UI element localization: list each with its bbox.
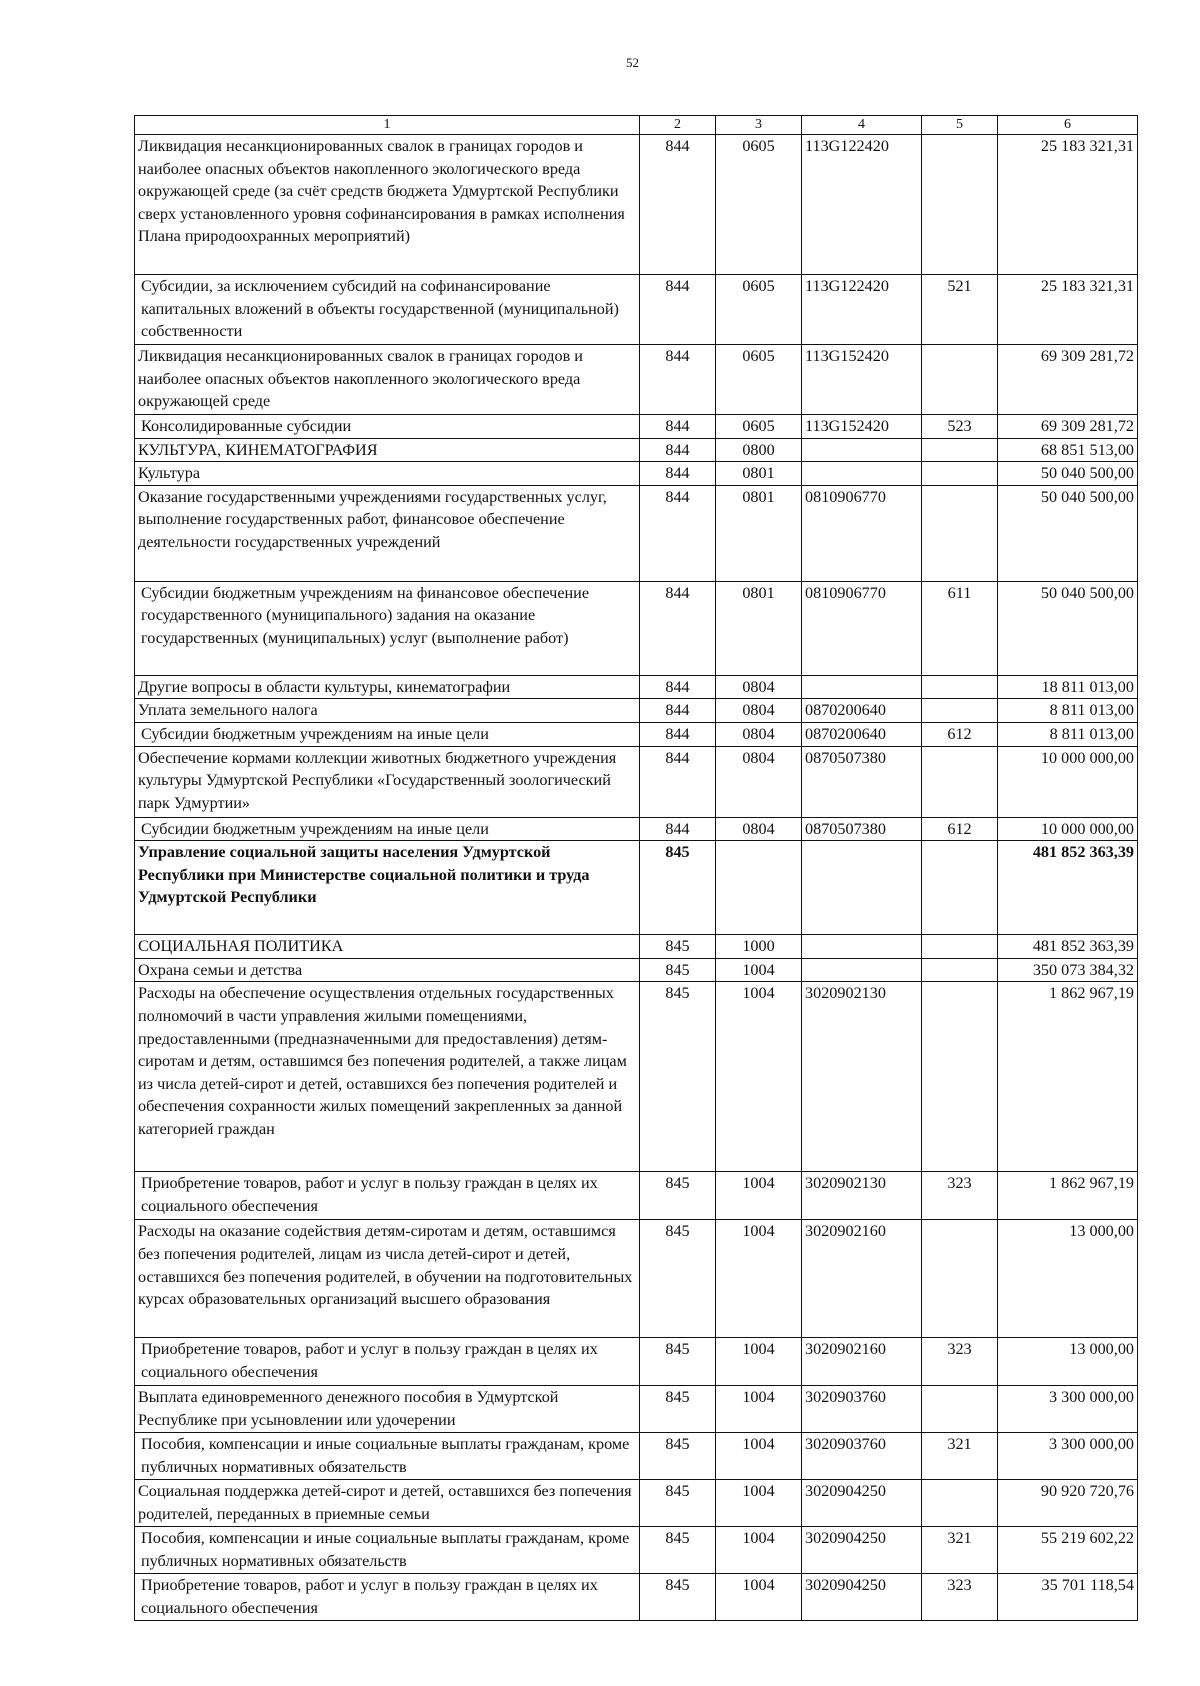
target-article-cell: 0870507380	[802, 817, 922, 841]
section-code-cell: 0605	[716, 415, 802, 439]
header-cell: 5	[922, 116, 998, 135]
section-code-cell: 0804	[716, 722, 802, 746]
expense-type-cell	[922, 1386, 998, 1433]
department-code-cell: 844	[640, 581, 716, 675]
amount-cell: 13 000,00	[998, 1338, 1138, 1386]
section-code-cell: 0605	[716, 345, 802, 415]
expense-type-cell	[922, 462, 998, 486]
section-code-cell: 1004	[716, 1386, 802, 1433]
target-article-cell: 3020904250	[802, 1527, 922, 1574]
amount-cell: 8 811 013,00	[998, 699, 1138, 723]
target-article-cell: 113G152420	[802, 345, 922, 415]
page-number: 52	[626, 55, 639, 70]
target-article-cell: 113G122420	[802, 135, 922, 275]
expense-type-cell	[922, 958, 998, 982]
header-cell: 2	[640, 116, 716, 135]
amount-cell: 1 862 967,19	[998, 1172, 1138, 1220]
section-code-cell: 1004	[716, 982, 802, 1172]
amount-cell: 50 040 500,00	[998, 485, 1138, 581]
department-code-cell: 845	[640, 1433, 716, 1480]
row-name-cell: КУЛЬТУРА, КИНЕМАТОГРАФИЯ	[135, 438, 640, 462]
target-article-cell	[802, 675, 922, 699]
target-article-cell: 0810906770	[802, 485, 922, 581]
department-code-cell: 845	[640, 1220, 716, 1338]
row-name-cell: Охрана семьи и детства	[135, 958, 640, 982]
header-cell: 3	[716, 116, 802, 135]
target-article-cell: 3020904250	[802, 1480, 922, 1527]
expense-type-cell	[922, 746, 998, 817]
amount-cell: 3 300 000,00	[998, 1386, 1138, 1433]
department-code-cell: 844	[640, 817, 716, 841]
department-code-cell: 845	[640, 1386, 716, 1433]
expense-type-cell	[922, 841, 998, 935]
table-row	[135, 1574, 1138, 1621]
expense-type-cell	[922, 135, 998, 275]
amount-cell: 25 183 321,31	[998, 135, 1138, 275]
department-code-cell: 845	[640, 935, 716, 959]
expense-type-cell	[922, 935, 998, 959]
target-article-cell	[802, 462, 922, 486]
expense-type-cell	[922, 982, 998, 1172]
department-code-cell: 844	[640, 675, 716, 699]
target-article-cell: 113G122420	[802, 275, 922, 345]
amount-cell: 481 852 363,39	[998, 935, 1138, 959]
target-article-cell	[802, 841, 922, 935]
amount-cell: 25 183 321,31	[998, 275, 1138, 345]
amount-cell: 50 040 500,00	[998, 581, 1138, 675]
section-code-cell: 1000	[716, 935, 802, 959]
table-row	[135, 746, 1138, 817]
amount-cell: 10 000 000,00	[998, 746, 1138, 817]
row-name-cell: СОЦИАЛЬНАЯ ПОЛИТИКА	[135, 935, 640, 959]
row-name-cell: Субсидии бюджетным учреждениям на финансовое обеспечение государственного (муниципального) задания на оказание государственных (муниципальных) услуг (выполнение работ)	[135, 581, 640, 675]
row-name-cell: Ликвидация несанкционированных свалок в границах городов и наиболее опасных объектов накопленного экологического вреда окружающей среде (за счёт средств бюджета Удмуртской Республики сверх установленного уровня софинансирования в рамках исполнения Плана природоохранных мероприятий)	[135, 135, 640, 275]
expense-type-cell: 521	[922, 275, 998, 345]
department-code-cell: 845	[640, 958, 716, 982]
section-code-cell: 0804	[716, 817, 802, 841]
table-row	[135, 1433, 1138, 1480]
expense-type-cell	[922, 438, 998, 462]
target-article-cell: 3020902160	[802, 1220, 922, 1338]
budget-table-body	[135, 135, 1138, 1621]
department-code-cell: 845	[640, 1172, 716, 1220]
amount-cell: 350 073 384,32	[998, 958, 1138, 982]
row-name-cell: Расходы на оказание содействия детям-сиротам и детям, оставшимся без попечения родителей, лицам из числа детей-сирот и детей, оставшихся без попечения родителей, в обучении на подготовительных курсах образовательных организаций высшего образования	[135, 1220, 640, 1338]
row-name-cell: Приобретение товаров, работ и услуг в пользу граждан в целях их социального обеспечения	[135, 1338, 640, 1386]
target-article-cell	[802, 438, 922, 462]
section-code-cell: 0801	[716, 485, 802, 581]
section-code-cell: 1004	[716, 1433, 802, 1480]
table-row	[135, 935, 1138, 959]
table-row	[135, 1172, 1138, 1220]
department-code-cell: 844	[640, 462, 716, 486]
section-code-cell: 1004	[716, 1480, 802, 1527]
row-name-cell: Приобретение товаров, работ и услуг в пользу граждан в целях их социального обеспечения	[135, 1172, 640, 1220]
table-row	[135, 1527, 1138, 1574]
target-article-cell: 0870200640	[802, 699, 922, 723]
row-name-cell: Консолидированные субсидии	[135, 415, 640, 439]
header-cell: 4	[802, 116, 922, 135]
department-code-cell: 844	[640, 415, 716, 439]
section-code-cell: 0804	[716, 675, 802, 699]
department-code-cell: 844	[640, 135, 716, 275]
section-code-cell: 0605	[716, 275, 802, 345]
budget-table	[134, 115, 1138, 1621]
expense-type-cell: 612	[922, 817, 998, 841]
expense-type-cell	[922, 1220, 998, 1338]
row-name-cell: Ликвидация несанкционированных свалок в границах городов и наиболее опасных объектов накопленного экологического вреда окружающей среде	[135, 345, 640, 415]
department-code-cell: 844	[640, 699, 716, 723]
department-code-cell: 845	[640, 1338, 716, 1386]
section-code-cell: 0800	[716, 438, 802, 462]
table-row	[135, 1480, 1138, 1527]
amount-cell: 69 309 281,72	[998, 415, 1138, 439]
table-row	[135, 817, 1138, 841]
table-row	[135, 1338, 1138, 1386]
target-article-cell: 113G152420	[802, 415, 922, 439]
row-name-cell: Выплата единовременного денежного пособия в Удмуртской Республике при усыновлении или удочерении	[135, 1386, 640, 1433]
row-name-cell: Управление социальной защиты населения Удмуртской Республики при Министерстве социальной политики и труда Удмуртской Республики	[135, 841, 640, 935]
table-row	[135, 462, 1138, 486]
row-name-cell: Субсидии бюджетным учреждениям на иные цели	[135, 722, 640, 746]
department-code-cell: 844	[640, 345, 716, 415]
amount-cell: 8 811 013,00	[998, 722, 1138, 746]
target-article-cell	[802, 935, 922, 959]
section-code-cell: 0804	[716, 746, 802, 817]
expense-type-cell: 323	[922, 1172, 998, 1220]
department-code-cell: 844	[640, 746, 716, 817]
target-article-cell: 3020902160	[802, 1338, 922, 1386]
amount-cell: 18 811 013,00	[998, 675, 1138, 699]
target-article-cell: 3020903760	[802, 1386, 922, 1433]
department-code-cell: 845	[640, 1527, 716, 1574]
table-row	[135, 275, 1138, 345]
department-code-cell: 844	[640, 485, 716, 581]
expense-type-cell: 612	[922, 722, 998, 746]
target-article-cell: 3020903760	[802, 1433, 922, 1480]
target-article-cell	[802, 958, 922, 982]
expense-type-cell	[922, 485, 998, 581]
row-name-cell: Субсидии, за исключением субсидий на софинансирование капитальных вложений в объекты государственной (муниципальной) собственности	[135, 275, 640, 345]
amount-cell: 13 000,00	[998, 1220, 1138, 1338]
expense-type-cell: 523	[922, 415, 998, 439]
amount-cell: 481 852 363,39	[998, 841, 1138, 935]
amount-cell: 3 300 000,00	[998, 1433, 1138, 1480]
row-name-cell: Расходы на обеспечение осуществления отдельных государственных полномочий в части управления жилыми помещениями, предоставленными (предназначенными для предоставления) детям-сиротам и детям, оставшимся без попечения родителей, а также лицам из числа детей-сирот и детей, оставшихся без попечения родителей и обеспечения сохранности жилых помещений закрепленных за данной категорией граждан	[135, 982, 640, 1172]
amount-cell: 1 862 967,19	[998, 982, 1138, 1172]
expense-type-cell	[922, 345, 998, 415]
expense-type-cell: 323	[922, 1574, 998, 1621]
row-name-cell: Пособия, компенсации и иные социальные выплаты гражданам, кроме публичных нормативных обязательств	[135, 1527, 640, 1574]
table-row	[135, 415, 1138, 439]
department-code-cell: 844	[640, 275, 716, 345]
row-name-cell: Уплата земельного налога	[135, 699, 640, 723]
table-row	[135, 982, 1138, 1172]
department-code-cell: 845	[640, 1574, 716, 1621]
department-code-cell: 845	[640, 1480, 716, 1527]
table-row	[135, 958, 1138, 982]
target-article-cell: 0870507380	[802, 746, 922, 817]
section-code-cell: 0804	[716, 699, 802, 723]
section-code-cell: 0801	[716, 462, 802, 486]
amount-cell: 50 040 500,00	[998, 462, 1138, 486]
row-name-cell: Оказание государственными учреждениями государственных услуг, выполнение государственных работ, финансовое обеспечение деятельности государственных учреждений	[135, 485, 640, 581]
section-code-cell: 1004	[716, 1574, 802, 1621]
table-row	[135, 345, 1138, 415]
department-code-cell: 844	[640, 438, 716, 462]
expense-type-cell	[922, 675, 998, 699]
target-article-cell: 3020902130	[802, 982, 922, 1172]
expense-type-cell: 611	[922, 581, 998, 675]
expense-type-cell: 323	[922, 1338, 998, 1386]
section-code-cell: 0605	[716, 135, 802, 275]
section-code-cell: 0801	[716, 581, 802, 675]
table-row	[135, 841, 1138, 935]
header-row	[135, 116, 1138, 135]
amount-cell: 35 701 118,54	[998, 1574, 1138, 1621]
expense-type-cell	[922, 699, 998, 723]
amount-cell: 10 000 000,00	[998, 817, 1138, 841]
row-name-cell: Культура	[135, 462, 640, 486]
expense-type-cell	[922, 1480, 998, 1527]
header-cell: 6	[998, 116, 1138, 135]
header-cell: 1	[135, 116, 640, 135]
table-row	[135, 699, 1138, 723]
target-article-cell: 3020902130	[802, 1172, 922, 1220]
table-row	[135, 675, 1138, 699]
section-code-cell: 1004	[716, 1220, 802, 1338]
table-row	[135, 135, 1138, 275]
row-name-cell: Социальная поддержка детей-сирот и детей, оставшихся без попечения родителей, переданных в приемные семьи	[135, 1480, 640, 1527]
expense-type-cell: 321	[922, 1527, 998, 1574]
section-code-cell: 1004	[716, 1527, 802, 1574]
row-name-cell: Пособия, компенсации и иные социальные выплаты гражданам, кроме публичных нормативных обязательств	[135, 1433, 640, 1480]
amount-cell: 68 851 513,00	[998, 438, 1138, 462]
table-row	[135, 722, 1138, 746]
amount-cell: 55 219 602,22	[998, 1527, 1138, 1574]
table-row	[135, 485, 1138, 581]
amount-cell: 90 920 720,76	[998, 1480, 1138, 1527]
table-row	[135, 581, 1138, 675]
section-code-cell: 1004	[716, 1172, 802, 1220]
target-article-cell: 0870200640	[802, 722, 922, 746]
expense-type-cell: 321	[922, 1433, 998, 1480]
target-article-cell: 3020904250	[802, 1574, 922, 1621]
department-code-cell: 844	[640, 722, 716, 746]
target-article-cell: 0810906770	[802, 581, 922, 675]
row-name-cell: Субсидии бюджетным учреждениям на иные цели	[135, 817, 640, 841]
department-code-cell: 845	[640, 841, 716, 935]
table-row	[135, 1386, 1138, 1433]
row-name-cell: Обеспечение кормами коллекции животных бюджетного учреждения культуры Удмуртской Республики «Государственный зоологический парк Удмуртии»	[135, 746, 640, 817]
table-row	[135, 1220, 1138, 1338]
department-code-cell: 845	[640, 982, 716, 1172]
row-name-cell: Приобретение товаров, работ и услуг в пользу граждан в целях их социального обеспечения	[135, 1574, 640, 1621]
section-code-cell	[716, 841, 802, 935]
row-name-cell: Другие вопросы в области культуры, кинематографии	[135, 675, 640, 699]
table-row	[135, 438, 1138, 462]
section-code-cell: 1004	[716, 958, 802, 982]
section-code-cell: 1004	[716, 1338, 802, 1386]
amount-cell: 69 309 281,72	[998, 345, 1138, 415]
